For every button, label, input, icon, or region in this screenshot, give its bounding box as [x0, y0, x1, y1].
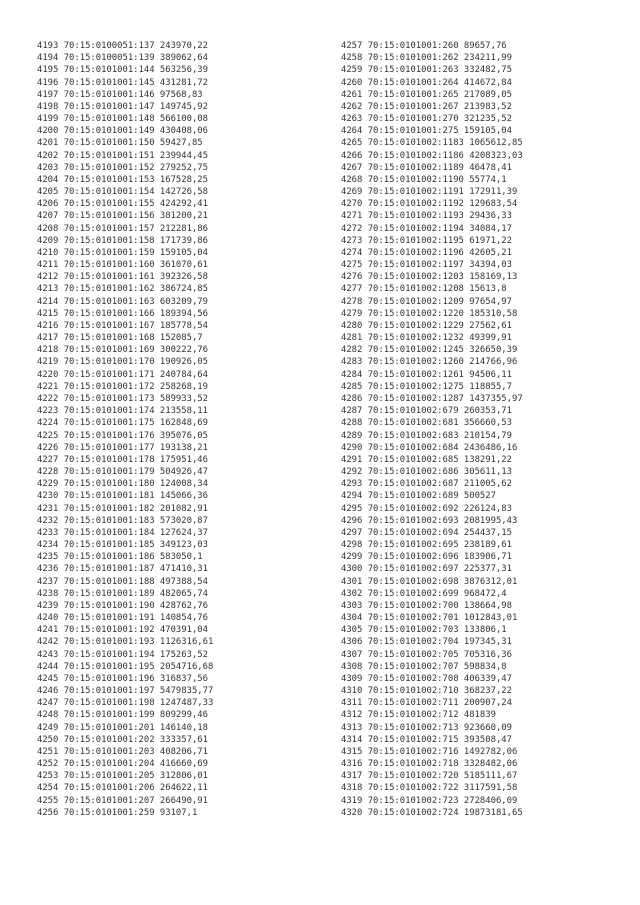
record-row: 4210 70:15:0101001:159 159105,04: [37, 247, 208, 258]
record-row: 4225 70:15:0101001:176 395076,05: [37, 430, 208, 441]
record-row: 4284 70:15:0101002:1261 94506,11: [341, 369, 512, 380]
record-row: 4266 70:15:0101002:1186 4208323,03: [341, 150, 523, 161]
record-row: 4237 70:15:0101001:188 497388,54: [37, 576, 208, 587]
record-row: 4308 70:15:0101002:707 598834,8: [341, 661, 507, 672]
record-row: 4246 70:15:0101001:197 5479835,77: [37, 686, 214, 697]
record-row: 4195 70:15:0101001:144 563256,39: [37, 65, 208, 76]
record-row: 4217 70:15:0101001:168 152085,7: [37, 333, 203, 344]
record-row: 4295 70:15:0101002:692 226124,83: [341, 503, 512, 514]
record-row: 4258 70:15:0101001:262 234211,99: [341, 53, 512, 64]
record-row: 4292 70:15:0101002:686 305611,13: [341, 467, 512, 478]
record-row: 4303 70:15:0101002:700 138664,98: [341, 600, 512, 611]
record-row: 4199 70:15:0101001:148 566100,08: [37, 114, 208, 125]
record-row: 4302 70:15:0101002:699 968472,4: [341, 588, 507, 599]
record-row: 4231 70:15:0101001:182 201082,91: [37, 503, 208, 514]
record-row: 4280 70:15:0101002:1229 27562,61: [341, 320, 512, 331]
record-row: 4220 70:15:0101001:171 240784,64: [37, 369, 208, 380]
record-row: 4250 70:15:0101001:202 333357,61: [37, 734, 208, 745]
record-row: 4216 70:15:0101001:167 185778,54: [37, 320, 208, 331]
record-row: 4197 70:15:0101001:146 97568,83: [37, 89, 203, 100]
record-row: 4307 70:15:0101002:705 705316,36: [341, 649, 512, 660]
record-row: 4230 70:15:0101001:181 145066,36: [37, 491, 208, 502]
record-row: 4318 70:15:0101002:722 3117591,58: [341, 783, 518, 794]
record-row: 4205 70:15:0101001:154 142726,58: [37, 187, 208, 198]
record-row: 4313 70:15:0101002:713 923660,09: [341, 722, 512, 733]
record-row: 4213 70:15:0101001:162 386724,85: [37, 284, 208, 295]
record-row: 4311 70:15:0101002:711 200907,24: [341, 698, 512, 709]
record-row: 4245 70:15:0101001:196 316837,56: [37, 673, 208, 684]
record-row: 4228 70:15:0101001:179 504926,47: [37, 467, 208, 478]
record-row: 4287 70:15:0101002:679 260353,71: [341, 406, 512, 417]
record-row: 4257 70:15:0101001:260 89657,76: [341, 41, 507, 51]
record-row: 4249 70:15:0101001:201 146140,18: [37, 722, 208, 733]
record-row: 4316 70:15:0101002:718 3328482,06: [341, 759, 518, 770]
left-column: [37, 40, 213, 819]
record-row: 4255 70:15:0101001:207 266490,91: [37, 795, 208, 806]
record-row: 4251 70:15:0101001:203 408206,71: [37, 746, 208, 757]
record-row: 4209 70:15:0101001:158 171739,86: [37, 235, 208, 246]
record-row: 4317 70:15:0101002:720 5185111,67: [341, 771, 518, 782]
record-row: 4305 70:15:0101002:703 133806,1: [341, 625, 507, 636]
record-row: 4206 70:15:0101001:155 424292,41: [37, 199, 208, 210]
record-row: 4253 70:15:0101001:205 312806,01: [37, 771, 208, 782]
record-row: 4223 70:15:0101001:174 213558,11: [37, 406, 208, 417]
record-row: 4296 70:15:0101002:693 2081995,43: [341, 515, 518, 526]
record-row: 4277 70:15:0101002:1208 15613,8: [341, 284, 507, 295]
record-row: 4265 70:15:0101002:1183 1065612,85: [341, 138, 523, 149]
record-row: 4279 70:15:0101002:1220 185310,58: [341, 308, 518, 319]
record-row: 4275 70:15:0101002:1197 34394,03: [341, 260, 512, 271]
record-row: 4289 70:15:0101002:683 210154,79: [341, 430, 512, 441]
record-row: 4252 70:15:0101001:204 416660,69: [37, 759, 208, 770]
record-row: 4229 70:15:0101001:180 124008,34: [37, 479, 208, 490]
record-row: 4226 70:15:0101001:177 193138,21: [37, 442, 208, 453]
record-row: 4310 70:15:0101002:710 368237,22: [341, 686, 512, 697]
record-row: 4283 70:15:0101002:1260 214766,96: [341, 357, 518, 368]
record-row: 4309 70:15:0101002:708 406339,47: [341, 673, 512, 684]
record-row: 4202 70:15:0101001:151 239944,45: [37, 150, 208, 161]
record-row: 4222 70:15:0101001:173 589933,52: [37, 393, 208, 404]
record-row: 4232 70:15:0101001:183 573020,87: [37, 515, 208, 526]
record-row: 4278 70:15:0101002:1209 97654,97: [341, 296, 512, 307]
record-row: 4200 70:15:0101001:149 430408,06: [37, 126, 208, 137]
record-row: 4215 70:15:0101001:166 189394,56: [37, 308, 208, 319]
record-row: 4300 70:15:0101002:697 225377,31: [341, 564, 512, 575]
record-row: 4263 70:15:0101001:270 321235,52: [341, 114, 512, 125]
record-row: 4272 70:15:0101002:1194 34084,17: [341, 223, 512, 234]
record-row: 4270 70:15:0101002:1192 129683,54: [341, 199, 518, 210]
record-row: 4271 70:15:0101002:1193 29436,33: [341, 211, 512, 222]
record-row: 4288 70:15:0101002:681 356660,53: [341, 418, 512, 429]
record-row: 4312 70:15:0101002:712 481839: [341, 710, 496, 721]
record-row: 4282 70:15:0101002:1245 326650,39: [341, 345, 518, 356]
record-row: 4204 70:15:0101001:153 167528,25: [37, 174, 208, 185]
record-row: 4242 70:15:0101001:193 1126316,61: [37, 637, 214, 648]
record-row: 4294 70:15:0101002:689 500527: [341, 491, 496, 502]
record-row: 4268 70:15:0101002:1190 55774,1: [341, 174, 507, 185]
record-row: 4201 70:15:0101001:150 59427,85: [37, 138, 203, 149]
record-row: 4320 70:15:0101002:724 19873181,65: [341, 807, 523, 818]
record-row: 4239 70:15:0101001:190 428762,76: [37, 600, 208, 611]
record-row: 4212 70:15:0101001:161 392326,58: [37, 272, 208, 283]
record-row: 4260 70:15:0101001:264 414672,84: [341, 77, 512, 88]
record-row: 4261 70:15:0101001:265 217089,05: [341, 89, 512, 100]
record-row: 4219 70:15:0101001:170 190926,05: [37, 357, 208, 368]
record-row: 4198 70:15:0101001:147 149745,92: [37, 101, 208, 112]
record-row: 4224 70:15:0101001:175 162848,69: [37, 418, 208, 429]
record-row: 4273 70:15:0101002:1195 61971,22: [341, 235, 512, 246]
record-row: 4314 70:15:0101002:715 393508,47: [341, 734, 512, 745]
record-row: 4194 70:15:0100051:139 389062,64: [37, 53, 208, 64]
record-row: 4256 70:15:0101001:259 93107,1: [37, 807, 198, 818]
record-row: 4207 70:15:0101001:156 381200,21: [37, 211, 208, 222]
record-row: 4234 70:15:0101001:185 349123,03: [37, 540, 208, 551]
record-row: 4304 70:15:0101002:701 1012843,01: [341, 613, 518, 624]
record-row: 4218 70:15:0101001:169 300222,76: [37, 345, 208, 356]
record-row: 4203 70:15:0101001:152 279252,75: [37, 162, 208, 173]
record-row: 4306 70:15:0101002:704 197345,31: [341, 637, 512, 648]
record-row: 4241 70:15:0101001:192 470391,04: [37, 625, 208, 636]
record-row: 4286 70:15:0101002:1287 1437355,97: [341, 393, 523, 404]
record-row: 4254 70:15:0101001:206 264622,11: [37, 783, 208, 794]
record-row: 4193 70:15:0100051:137 243970,22: [37, 41, 208, 51]
record-row: 4301 70:15:0101002:698 3876312,01: [341, 576, 518, 587]
record-row: 4269 70:15:0101002:1191 172911,39: [341, 187, 518, 198]
record-row: 4267 70:15:0101002:1189 46478,41: [341, 162, 512, 173]
record-row: 4298 70:15:0101002:695 238189,61: [341, 540, 512, 551]
record-row: 4291 70:15:0101002:685 138291,22: [341, 454, 512, 465]
record-row: 4227 70:15:0101001:178 175951,46: [37, 454, 208, 465]
record-row: 4274 70:15:0101002:1196 42605,21: [341, 247, 512, 258]
record-row: 4240 70:15:0101001:191 140854,76: [37, 613, 208, 624]
record-row: 4233 70:15:0101001:184 127624,37: [37, 527, 208, 538]
record-row: 4299 70:15:0101002:696 183906,71: [341, 552, 512, 563]
record-row: 4221 70:15:0101001:172 258268,19: [37, 381, 208, 392]
record-row: 4297 70:15:0101002:694 254437,15: [341, 527, 512, 538]
record-row: 4247 70:15:0101001:198 1247487,33: [37, 698, 214, 709]
record-row: 4244 70:15:0101001:195 2054716,68: [37, 661, 214, 672]
record-row: 4285 70:15:0101002:1275 118855,7: [341, 381, 512, 392]
record-row: 4281 70:15:0101002:1232 49399,91: [341, 333, 512, 344]
record-row: 4235 70:15:0101001:186 583050,1: [37, 552, 203, 563]
record-row: 4293 70:15:0101002:687 211005,62: [341, 479, 512, 490]
record-row: 4248 70:15:0101001:199 809299,46: [37, 710, 208, 721]
record-row: 4259 70:15:0101001:263 332482,75: [341, 65, 512, 76]
right-column: [341, 40, 523, 819]
record-row: 4214 70:15:0101001:163 603209,79: [37, 296, 208, 307]
record-row: 4243 70:15:0101001:194 175263,52: [37, 649, 208, 660]
record-row: 4211 70:15:0101001:160 361070,61: [37, 260, 208, 271]
record-row: 4208 70:15:0101001:157 212281,86: [37, 223, 208, 234]
record-row: 4196 70:15:0101001:145 431281,72: [37, 77, 208, 88]
record-row: 4319 70:15:0101002:723 2728406,09: [341, 795, 518, 806]
record-row: 4264 70:15:0101001:275 159105,04: [341, 126, 512, 137]
record-row: 4315 70:15:0101002:716 1492782,06: [341, 746, 518, 757]
record-row: 4290 70:15:0101002:684 2436486,16: [341, 442, 518, 453]
record-row: 4238 70:15:0101001:189 482065,74: [37, 588, 208, 599]
record-row: 4236 70:15:0101001:187 471410,31: [37, 564, 208, 575]
record-row: 4276 70:15:0101002:1203 158169,13: [341, 272, 518, 283]
record-row: 4262 70:15:0101001:267 213983,52: [341, 101, 512, 112]
